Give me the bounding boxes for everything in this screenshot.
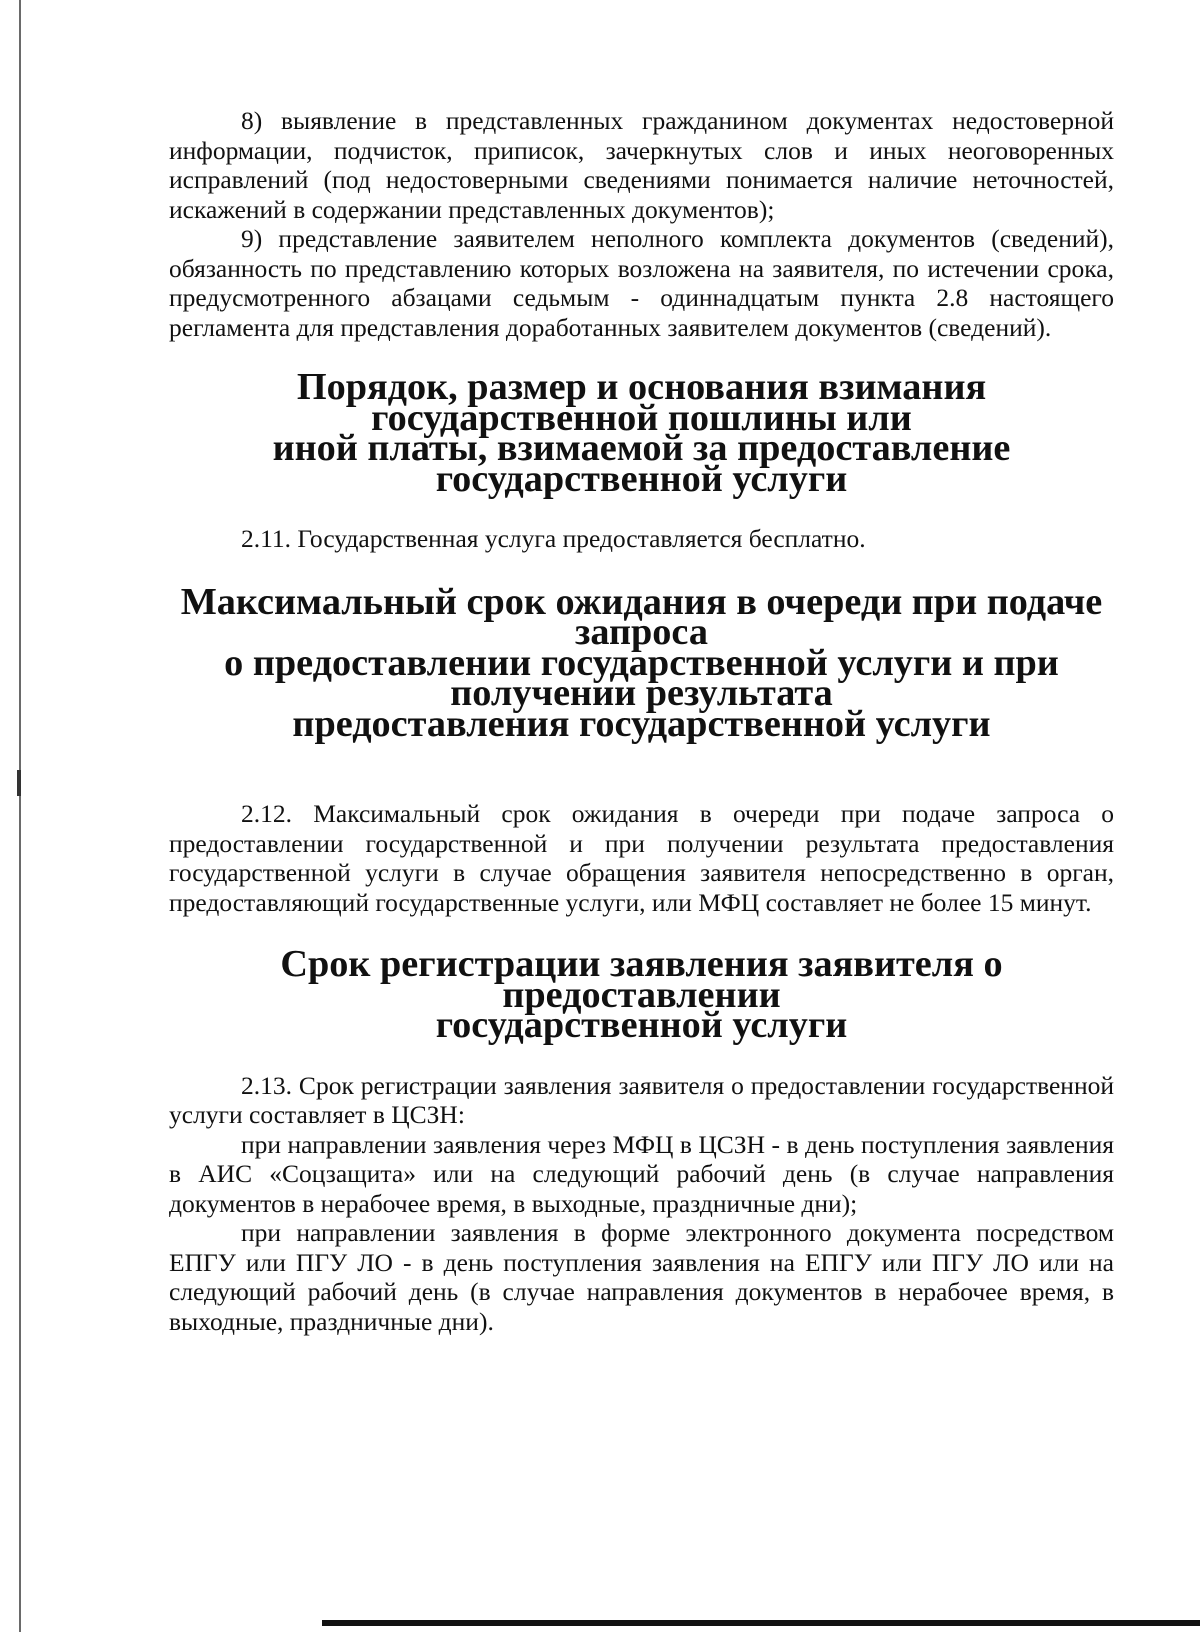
- heading-fee: [169, 366, 1114, 500]
- page-bottom-edge-bar: [322, 1620, 1200, 1626]
- heading-queue-line-2: о предоставлении государственной услуги и при получении результата: [224, 641, 1059, 714]
- heading-registration-line-2: государственной услуги: [435, 1004, 848, 1046]
- page-left-edge-mark: [17, 770, 21, 796]
- document-body: [169, 106, 1114, 1336]
- heading-queue: [169, 580, 1114, 745]
- heading-registration-line-1: Срок регистрации заявления заявителя о предоставлении: [280, 943, 1003, 1016]
- heading-queue-line-1: Максимальный срок ожидания в очереди при подаче запроса: [180, 580, 1103, 653]
- page-left-edge-line: [19, 0, 21, 1632]
- paragraph-2-12: 2.12. Максимальный срок ожидания в очереди при подаче запроса о предоставлении государственной и при получении результата предоставления государственной услуги в случае обращения заявителя непосредственно в орган, предоставляющий государственные услуги, или МФЦ составляет не более 15 минут.: [169, 799, 1114, 917]
- heading-registration: [169, 943, 1114, 1046]
- heading-fee-line-2: иной платы, взимаемой за предоставление государственной услуги: [272, 427, 1011, 500]
- paragraph-2-13: 2.13. Срок регистрации заявления заявителя о предоставлении государственной услуги составляет в ЦСЗН:: [169, 1070, 1114, 1129]
- paragraph-2-11: 2.11. Государственная услуга предоставляется бесплатно.: [241, 524, 866, 553]
- paragraph-via-mfc: при направлении заявления через МФЦ в ЦСЗН - в день поступления заявления в АИС «Соцзащита» или на следующий рабочий день (в случае направления документов в нерабочее время, в выходные, праздничные дни);: [169, 1129, 1114, 1218]
- paragraph-via-epgu: при направлении заявления в форме электронного документа посредством ЕПГУ или ПГУ ЛО - в день поступления заявления на ЕПГУ или ПГУ ЛО или на следующий рабочий день (в случае направления документов в нерабочее время, в выходные, праздничные дни).: [169, 1218, 1114, 1336]
- list-item-9: 9) представление заявителем неполного комплекта документов (сведений), обязанность по представлению которых возложена на заявителя, по истечении срока, предусмотренного абзацами седьмым - одиннадцатым пункта 2.8 настоящего регламента для представления доработанных заявителем документов (сведений).: [169, 224, 1114, 342]
- heading-queue-line-3: предоставления государственной услуги: [292, 702, 991, 745]
- heading-fee-line-1: Порядок, размер и основания взимания государственной пошлины или: [296, 366, 987, 439]
- list-item-8: 8) выявление в представленных гражданином документах недостоверной информации, подчисток, приписок, зачеркнутых слов и иных неоговоренных исправлений (под недостоверными сведениями понимается наличие неточностей, искажений в содержании представленных документов);: [169, 106, 1114, 224]
